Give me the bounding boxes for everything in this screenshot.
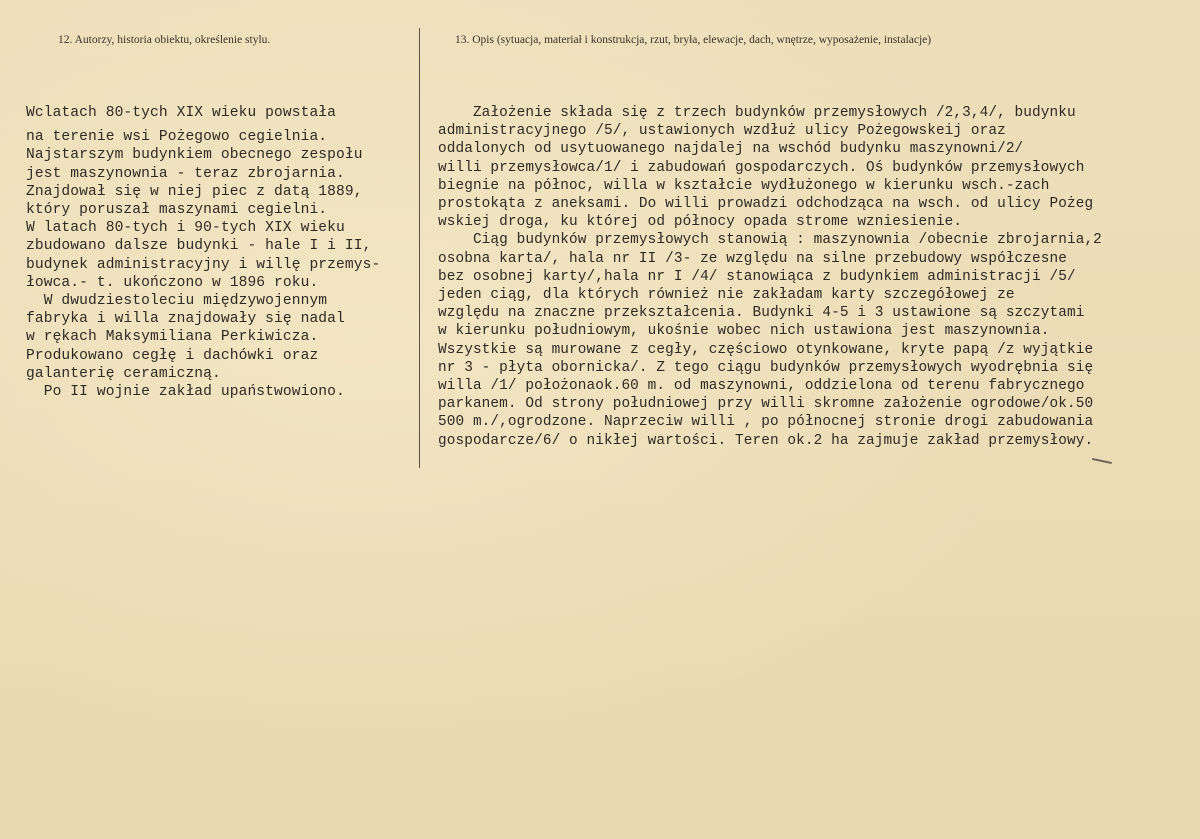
description-line: willa /1/ położonaok.60 m. od maszynowni, oddzielona od terenu fabrycznego [438,378,1085,395]
history-line: Najstarszym budynkiem obecnego zespołu [26,147,363,164]
description-line: osobna karta/, hala nr II /3- ze względu na silne przebudowy współczesne [438,250,1067,267]
history-line: zbudowano dalsze budynki - hale I i II, [26,238,372,255]
description-line: gospodarcze/6/ o nikłej wartości. Teren ok.2 ha zajmuje zakład przemysłowy. [438,432,1094,449]
description-line: administracyjnego /5/, ustawionych wzdłuż ulicy Pożegowskeij oraz [438,123,1006,140]
history-line: na terenie wsi Pożegowo cegielnia. [26,129,328,146]
description-line: biegnie na północ, willa w kształcie wydłużonego w kierunku wsch.-zach [438,177,1050,194]
history-line: W dwudziestoleciu międzywojennym [26,293,328,310]
history-line: galanterię ceramiczną. [26,365,221,382]
description-line: willi przemysłowca/1/ i zabudowań gospodarczych. Oś budynków przemysłowych [438,159,1085,176]
description-line: oddalonych od usytuowanego najdalej na wschód budynku maszynowni/2/ [438,141,1024,158]
column-divider [419,28,420,468]
history-line: który poruszał maszynami cegielni. [26,202,328,219]
description-line: parkanem. Od strony południowej przy willi skromne założenie ogrodowe/ok.50 [438,396,1094,413]
history-line: w rękach Maksymiliana Perkiwicza. [26,329,319,346]
description-line: jeden ciąg, dla których również nie zakładam karty szczegółowej ze [438,287,1015,304]
history-line: Produkowano cegłę i dachówki oraz [26,347,319,364]
history-line: jest maszynownia - teraz zbrojarnia. [26,165,345,182]
description-line: Ciąg budynków przemysłowych stanowią : maszynownia /obecnie zbrojarnia,2 [438,232,1102,249]
description-line: 500 m./,ogrodzone. Naprzeciw willi , po północnej stronie drogi zabudowania [438,414,1094,431]
pen-mark [1092,458,1112,464]
description-line: względu na znaczne przekształcenia. Budynki 4-5 i 3 ustawione są szczytami [438,305,1085,322]
description-line: Wszystkie są murowane z cegły, częściowo otynkowane, kryte papą /z wyjątkie [438,341,1094,358]
description-text-block [438,104,1198,450]
history-text-block [26,104,418,401]
description-line: Założenie składa się z trzech budynków przemysłowych /2,3,4/, budynku [438,105,1076,121]
history-line: łowca.- t. ukończono w 1896 roku. [26,274,319,291]
description-line: prostokąta z aneksami. Do willi prowadzi odchodząca na wsch. od ulicy Pożeg [438,196,1094,213]
history-line: Po II wojnie zakład upaństwowiono. [26,384,345,401]
history-line: W latach 80-tych i 90-tych XIX wieku [26,220,345,237]
history-line: Wclatach 80-tych XIX wieku powstała [26,105,337,121]
section-12-header: 12. Autorzy, historia obiektu, określenie stylu. [58,34,271,46]
history-line: fabryka i willa znajdowały się nadal [26,311,345,328]
description-line: wskiej droga, ku której od północy opada strome wzniesienie. [438,214,963,231]
description-line: bez osobnej karty/,hala nr I /4/ stanowiąca z budynkiem administracji /5/ [438,268,1076,285]
history-line: Znajdował się w niej piec z datą 1889, [26,183,363,200]
description-line: nr 3 - płyta obornicka/. Z tego ciągu budynków przemysłowych wyodrębnia się [438,359,1094,376]
history-line: budynek administracyjny i willę przemys- [26,256,381,273]
section-13-header: 13. Opis (sytuacja, materiał i konstrukcja, rzut, bryła, elewacje, dach, wnętrze, wyposażenie, instalacje) [455,34,932,46]
description-line: w kierunku południowym, ukośnie wobec nich ustawiona jest maszynownia. [438,323,1050,340]
